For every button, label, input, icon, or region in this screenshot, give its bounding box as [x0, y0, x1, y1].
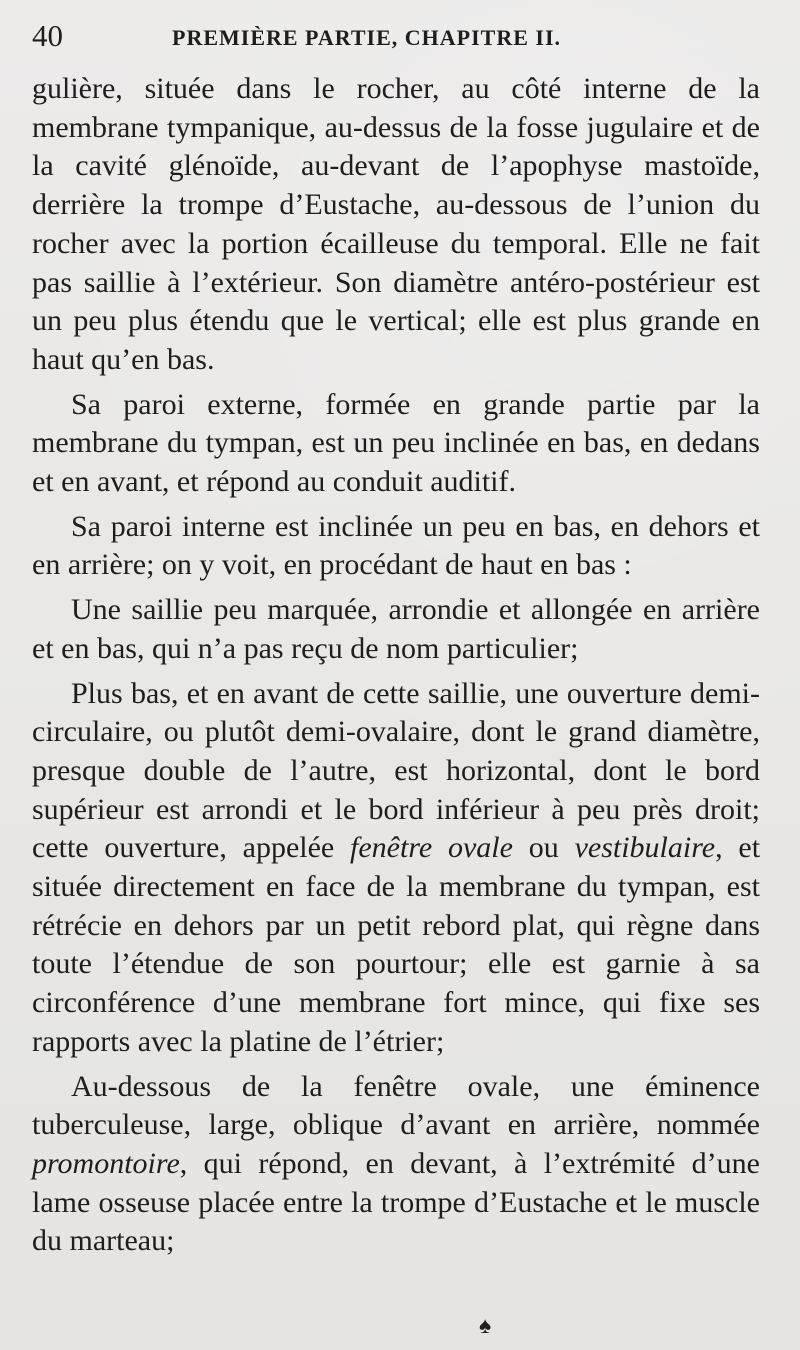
page-header: [32, 18, 762, 54]
paragraph-1: gulière, située dans le rocher, au côté interne de la membrane tympanique, au-dessus de la fosse jugulaire et de la cavité glénoïde, au-devant de l’apophyse mastoïde, derrière la trompe d’Eustache, au-dessous de l’union du rocher avec la portion écailleuse du temporal. Elle ne fait pas saillie à l’extérieur. Son diamètre antéro-postérieur est un peu plus étendu que le vertical; elle est plus grande en haut qu’en bas.: [32, 72, 760, 376]
paragraph-5-part-b: ou: [528, 831, 559, 865]
page-number: 40: [32, 18, 63, 53]
paragraph-4: Une saillie peu marquée, arrondie et allongée en arrière et en bas, qui n’a pas reçu de nom particulier;: [32, 593, 760, 665]
paragraph-6-part-a: Au-dessous de la fenêtre ovale, une éminence tuberculeuse, large, oblique d’avant en arrière, nommée: [32, 1069, 760, 1142]
paragraph-5-part-a: Plus bas, et en avant de cette saillie, une ouverture demi-circulaire, ou plutôt demi-ovalaire, dont le grand diamètre, presque double de l’autre, est horizontal, dont le bord supérieur est arrondi et le bord inférieur à peu près droit; cette ouverture, appelée: [32, 676, 760, 865]
promontoire-term: promontoire: [32, 1146, 180, 1180]
body-text: [32, 70, 760, 1261]
vestibulaire-term: vestibulaire: [574, 831, 716, 865]
paragraph-5: [32, 675, 760, 1062]
signature-mark-icon: ♠: [479, 1313, 492, 1338]
paragraph-5-part-c: , et située directement en face de la membrane du tympan, est rétrécie en dehors par un petit rebord plat, qui règne dans toute l’étendue de son pourtour; elle est garnie à sa circonférence d’une membrane fort mince, qui fixe ses rapports avec la platine de l’étrier;: [32, 831, 761, 1058]
paragraph-6-part-b: , qui répond, en devant, à l’extrémité d’une lame osseuse placée entre la trompe d’Eustache et le muscle du marteau;: [32, 1146, 760, 1258]
paragraph-2: Sa paroi externe, formée en grande partie par la membrane du tympan, est un peu inclinée en bas, en dedans et en avant, et répond au conduit auditif.: [32, 387, 760, 499]
paragraph-6: [32, 1068, 760, 1262]
fenetre-ovale-term: fenêtre ovale: [350, 831, 513, 865]
paragraph-3: Sa paroi interne est inclinée un peu en bas, en dehors et en arrière; on y voit, en procédant de haut en bas :: [32, 509, 760, 582]
running-head: PREMIÈRE PARTIE, CHAPITRE II.: [172, 25, 562, 50]
